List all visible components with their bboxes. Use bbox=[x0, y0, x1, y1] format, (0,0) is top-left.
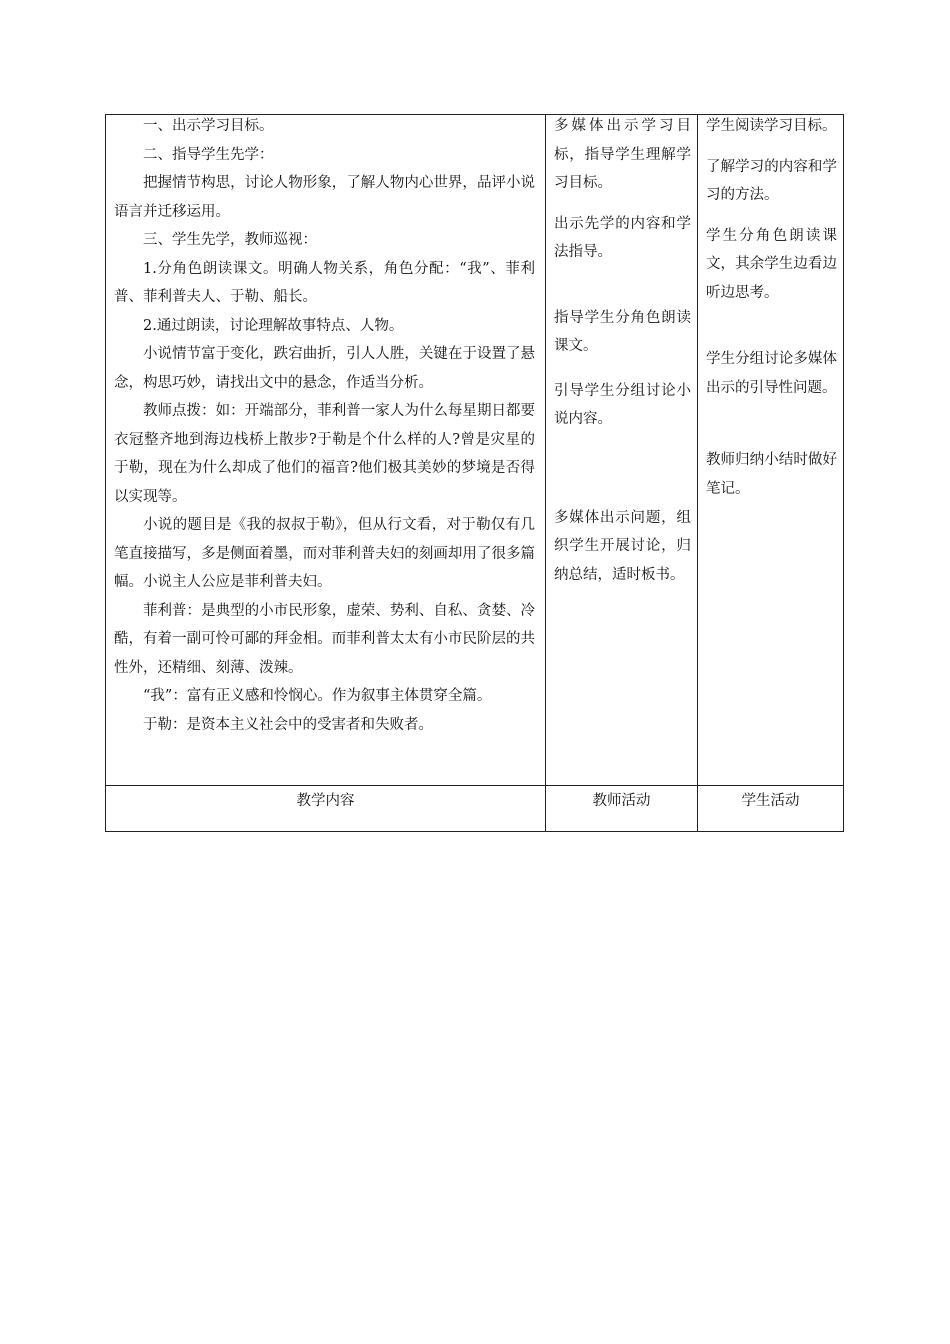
content-paragraph: 一、出示学习目标。 bbox=[143, 118, 274, 134]
header-teaching-content: 教学内容 bbox=[106, 786, 546, 832]
lesson-plan-table bbox=[105, 114, 844, 832]
header-teacher-activity: 教师活动 bbox=[546, 786, 698, 832]
content-paragraph: 三、学生先学，教师巡视： bbox=[143, 232, 317, 248]
content-paragraph: “我”：富有正义感和怜悯心。作为叙事主体贯穿全篇。 bbox=[143, 688, 492, 704]
content-paragraph: 1.分角色朗读课文。明确人物关系，角色分配：“我”、菲利普、菲利普夫人、于勒、船长。 bbox=[114, 260, 535, 305]
content-row bbox=[106, 115, 844, 786]
student-activity-item: 学生分组讨论多媒体出示的引导性问题。 bbox=[706, 351, 837, 396]
student-activity-item: 教师归纳小结时做好笔记。 bbox=[706, 452, 837, 497]
content-paragraph: 小说情节富于变化，跌宕曲折，引人人胜，关键在于设置了悬念，构思巧妙，请找出文中的悬念，作适当分析。 bbox=[114, 346, 535, 391]
student-activity-item: 了解学习的内容和学习的方法。 bbox=[706, 158, 837, 203]
teacher-activity-cell bbox=[546, 115, 698, 786]
student-activity-cell bbox=[698, 115, 844, 786]
student-activity-item: 学生分角色朗读课文，其余学生边看边听边思考。 bbox=[706, 227, 837, 301]
content-paragraph: 于勒：是资本主义社会中的受害者和失败者。 bbox=[143, 716, 433, 733]
teacher-activity-item: 多媒体出示学习目标，指导学生理解学习目标。 bbox=[554, 118, 691, 191]
content-paragraph: 二、指导学生先学： bbox=[143, 146, 274, 163]
teacher-activity-item: 引导学生分组讨论小说内容。 bbox=[554, 382, 691, 427]
content-paragraph: 菲利普：是典型的小市民形象，虚荣、势利、自私、贪婪、冷酷，有着一副可怜可鄙的拜金相。而菲利普太太有小市民阶层的共性外，还精细、刻薄、泼辣。 bbox=[114, 602, 535, 676]
content-paragraph: 2.通过朗读，讨论理解故事特点、人物。 bbox=[143, 317, 404, 334]
teacher-activity-item: 指导学生分角色朗读课文。 bbox=[554, 309, 691, 354]
teacher-activity-item: 多媒体出示问题，组织学生开展讨论，归纳总结，适时板书。 bbox=[554, 509, 691, 583]
content-paragraph: 小说的题目是《我的叔叔于勒》，但从行文看，对于勒仅有几笔直接描写，多是侧面着墨，而对菲利普夫妇的刻画却用了很多篇幅。小说主人公应是菲利普夫妇。 bbox=[114, 517, 535, 590]
content-paragraph: 教师点拨：如：开端部分，菲利普一家人为什么每星期日都要衣冠整齐地到海边栈桥上散步?于勒是个什么样的人?曾是灾星的于勒，现在为什么却成了他们的福音?他们极其美妙的梦境是否得以实现等。 bbox=[114, 403, 535, 505]
teaching-content-cell bbox=[106, 115, 546, 786]
teacher-activity-item: 出示先学的内容和学法指导。 bbox=[554, 215, 691, 260]
header-student-activity: 学生活动 bbox=[698, 786, 844, 832]
student-activity-item: 学生阅读学习目标。 bbox=[706, 118, 837, 134]
header-row bbox=[106, 786, 844, 832]
content-paragraph: 把握情节构思，讨论人物形象，了解人物内心世界，品评小说语言并迁移运用。 bbox=[114, 175, 535, 220]
